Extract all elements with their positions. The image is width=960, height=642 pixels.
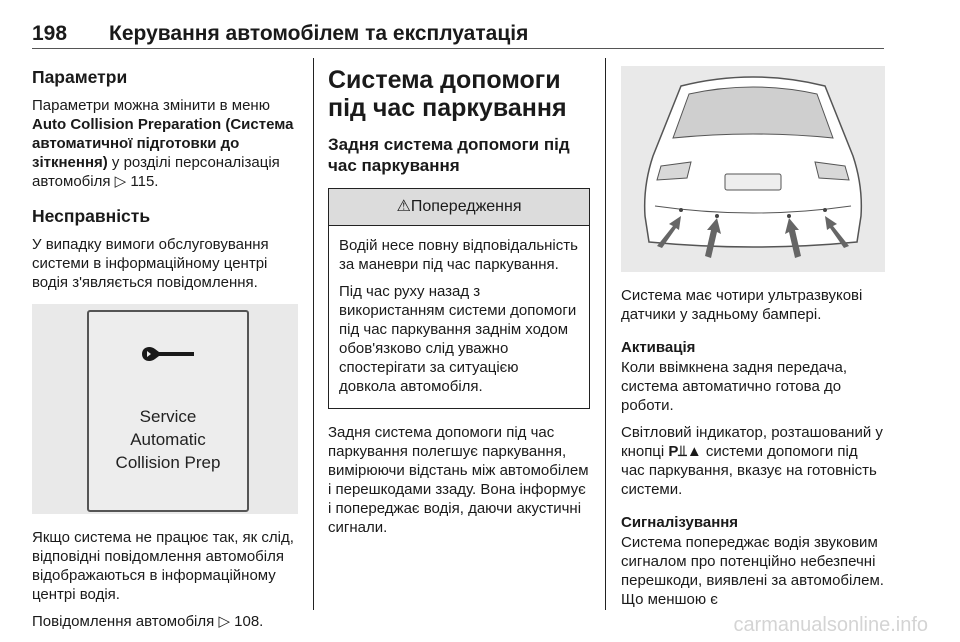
wrench-icon <box>138 342 198 366</box>
messages-text: Повідомлення автомобіля <box>32 613 219 630</box>
page-header <box>32 22 528 46</box>
indicator-text: Світловий індикатор, розташований у кнопці <box>621 424 883 460</box>
parking-assist-icon: P⫫▲ <box>668 443 702 460</box>
page-ref-108[interactable]: 108. <box>234 613 264 630</box>
figure-caption: Система має чотири ультразвукові датчики у задньому бампері. <box>621 287 863 323</box>
right-column <box>621 66 885 617</box>
warning-box <box>328 188 590 409</box>
watermark: carmanualsonline.info <box>733 614 928 636</box>
display-line: Automatic <box>130 430 206 449</box>
heading-parameters: Параметри <box>32 67 128 87</box>
warning-body <box>329 226 589 408</box>
column-separator-right <box>605 58 606 610</box>
car-rear-illustration <box>621 66 885 272</box>
display-line: Collision Prep <box>115 453 221 472</box>
parameters-text: Параметри можна змінити в меню <box>32 97 270 114</box>
activation-paragraph: Коли ввімкнена задня передача, система автоматично готова до роботи. <box>621 359 848 414</box>
display-figure <box>32 304 298 514</box>
display-line: Service <box>139 407 197 426</box>
section-subtitle: Задня система допомоги під час паркування <box>328 135 570 175</box>
heading-activation: Активація <box>621 339 696 356</box>
warning-paragraph: Водій несе повну відповідальність за маневри під час паркування. <box>339 237 578 273</box>
page-ref-icon: ▷ <box>218 613 230 630</box>
page-ref-icon: ▷ <box>114 173 127 190</box>
body-paragraph: Задня система допомоги під час паркування полегшує паркування, вимірюючи відстань між автомобілем і перешкодами ззаду. Вона інформує і попереджає водія, даючи акустичні сигнали. <box>328 424 589 536</box>
faults-paragraph: У випадку вимоги обслуговування системи в інформаційному центрі водія з'являється повідомлення. <box>32 236 269 291</box>
warning-header <box>329 189 589 226</box>
warning-title: Попередження <box>410 198 522 215</box>
after-figure-paragraph: Якщо система не працює так, як слід, відповідні повідомлення автомобіля відображаються в інформаційному центрі водія. <box>32 529 294 603</box>
warning-paragraph: Під час руху назад з використанням системи допомоги під час паркування заднім ходом обов'язково слід уважно спостерігати за ситуацією довкола автомобіля. <box>339 283 577 395</box>
column-separator-left <box>313 58 314 610</box>
indicator-text-2: системи допомоги під час паркування, вказує на готовність системи. <box>621 443 877 498</box>
driver-info-display <box>87 310 249 512</box>
messages-paragraph <box>32 612 300 631</box>
heading-signals: Сигналізування <box>621 514 739 531</box>
indicator-paragraph <box>621 423 885 499</box>
page-number: 198 <box>32 22 68 45</box>
menu-path: Auto Collision Preparation (Система автоматичної підготовки до зіткнення) <box>32 116 294 171</box>
warning-icon: ⚠ <box>396 198 411 215</box>
heading-faults: Несправність <box>32 206 151 226</box>
section-title: Система допомоги під час паркування <box>328 66 567 122</box>
page-ref-115[interactable]: 115. <box>130 173 159 190</box>
middle-column <box>328 66 590 545</box>
parameters-paragraph <box>32 96 300 191</box>
signals-paragraph: Система попереджає водія звуковим сигналом про потенційно небезпечні перешкоди, виявлені за автомобілем. Що меншою є <box>621 534 884 608</box>
car-rear-figure <box>621 66 885 272</box>
chapter-title: Керування автомобілем та експлуатація <box>109 22 529 45</box>
left-column <box>32 66 300 639</box>
parameters-text-2: у розділі персоналізація автомобіля <box>32 154 280 190</box>
header-rule <box>32 48 884 49</box>
